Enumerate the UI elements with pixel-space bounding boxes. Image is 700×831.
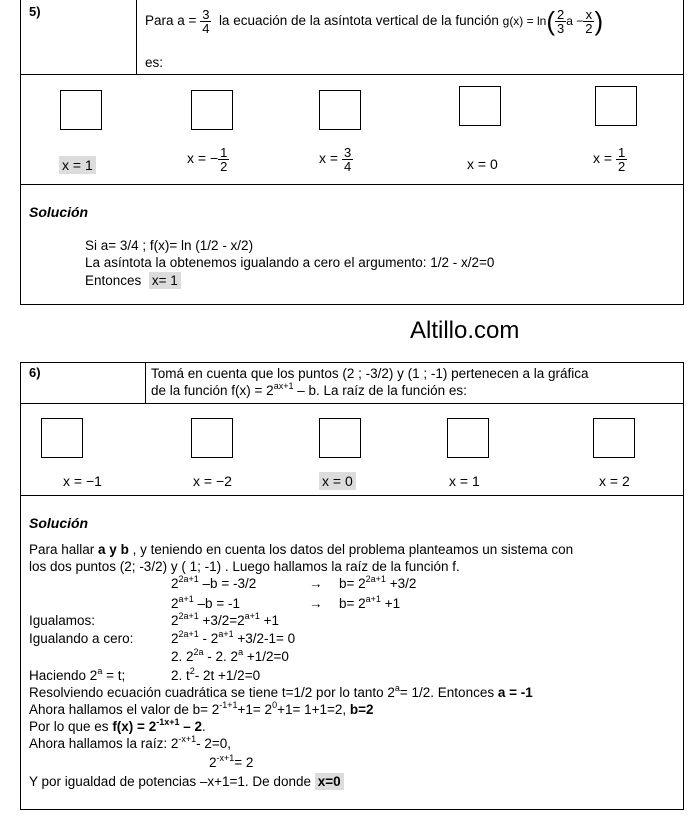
solution-line: Y por igualdad de potencias –x+1=1. De donde x=0 [29, 774, 344, 789]
solution-line: 2. $t^2-$ 2t +1/2=0 [171, 666, 261, 683]
option-checkbox[interactable] [319, 90, 361, 130]
solution-title: Solución [29, 204, 89, 220]
solution-line: $2^{2a+1} - 2^{a+1} +3/2-1= 0$ [171, 629, 296, 646]
question-6-text: de la función $f(x) = 2^{ax+1} - b$. La raíz de la función es: [151, 381, 467, 398]
option-label-correct: x = 1 [59, 156, 96, 174]
solution-line: $b= 2^{2a+1} +3/2$ [339, 574, 417, 591]
option-checkbox[interactable] [41, 418, 83, 458]
option-checkbox[interactable] [595, 86, 637, 126]
header-divider [136, 0, 137, 74]
solution-line: Para hallar a y b , y teniendo en cuenta los datos del problema planteamos un sistema con [29, 542, 574, 557]
solution-line: Por lo que es $f(x) = 2^{-1x+1} - 2$. [29, 717, 206, 734]
solution-line: los dos puntos (2; -3/2) y ( 1; -1) . Luego hallamos la raíz de la función f. [29, 559, 460, 574]
solution-answer: x=0 [315, 773, 344, 790]
option-label: x = 1 [449, 473, 480, 489]
solution-line: Entonces x= 1 [85, 273, 181, 288]
option-checkbox[interactable] [60, 90, 102, 130]
option-label: x = 0 [467, 156, 498, 172]
solution-line: La asíntota la obtenemos igualando a cero el argumento: 1/2 - x/2=0 [85, 255, 495, 270]
solution-label: Igualamos: [29, 613, 96, 628]
arrow-icon: → [309, 596, 323, 611]
arrow-icon: → [309, 576, 323, 591]
option-label-correct: x = 0 [319, 472, 356, 490]
question-6-text: Tomá en cuenta que los puntos (2 ; -3/2) y (1 ; -1) pertenecen a la gráfica [151, 366, 589, 381]
fraction: $\frac{x}{2}$ [585, 7, 593, 36]
question-5-header [21, 0, 683, 75]
question-5-options [21, 74, 683, 185]
solution-line: 2. $2^{2a} - 2$. $2^a +1/2=0$ [171, 647, 289, 664]
solution-line: Ahora hallamos la raíz: $2^{-x+1}-$ 2=0, [29, 734, 231, 751]
question-6-header [21, 363, 683, 404]
solution-answer: x= 1 [149, 272, 181, 289]
solution-line: $2^{2a+1}$ –b = -3/2 [171, 574, 257, 591]
question-5-text-end: es: [145, 55, 164, 70]
question-number: 6) [29, 365, 41, 380]
option-checkbox[interactable] [447, 418, 489, 458]
fraction: $\frac{2}{3}$ [557, 7, 565, 36]
solution-label: Haciendo $2^a = t$; [29, 666, 126, 683]
solution-label: Igualando a cero: [29, 631, 134, 646]
question-5-box [20, 0, 684, 305]
solution-line: $b= 2^{a+1} +1$ [339, 594, 401, 611]
question-6-options [21, 403, 683, 496]
option-label: x = −2 [193, 473, 232, 489]
header-divider [145, 363, 146, 403]
solution-line: Resolviendo ecuación cuadrática se tiene t=1/2 por lo tanto $2^a= 1/2$. Entonces a = -1 [29, 683, 533, 700]
question-5-text: Para a = $\frac{3}{4}$ la ecuación de la asíntota vertical de la función g(x) = ln( $\frac{2}{3}$ a − $\frac{x}{2}$ ) [145, 6, 604, 36]
solution-line: $2^{a+1}$ –b = -1 [171, 594, 240, 611]
option-label: x = 2 [599, 473, 630, 489]
fraction: $\frac{3}{4}$ [202, 7, 210, 36]
option-checkbox[interactable] [319, 418, 361, 458]
solution-line: $2^{-x+1}= 2$ [209, 753, 254, 770]
solution-title: Solución [29, 515, 89, 531]
question-number: 5) [29, 4, 41, 19]
option-checkbox[interactable] [593, 418, 635, 458]
option-checkbox[interactable] [191, 90, 233, 130]
option-checkbox[interactable] [191, 418, 233, 458]
option-label: x = $\frac{1}{2}$ [593, 145, 626, 174]
solution-line: $2^{2a+1} +3/2=2^{a+1} +1$ [171, 611, 280, 628]
option-label: x = −1 [63, 473, 102, 489]
solution-line: Ahora hallamos el valor de $b= 2^{-1+1}+1= 2^0+1= 1+1=2$, b=2 [29, 700, 374, 717]
watermark: Altillo.com [410, 317, 520, 344]
option-checkbox[interactable] [459, 86, 501, 126]
question-6-box [20, 362, 684, 810]
option-label: x = − $\frac{1}{2}$ [187, 145, 228, 174]
solution-line: Si a= 3/4 ; f(x)= ln (1/2 - x/2) [85, 238, 254, 253]
option-label: x = $\frac{3}{4}$ [319, 145, 352, 174]
